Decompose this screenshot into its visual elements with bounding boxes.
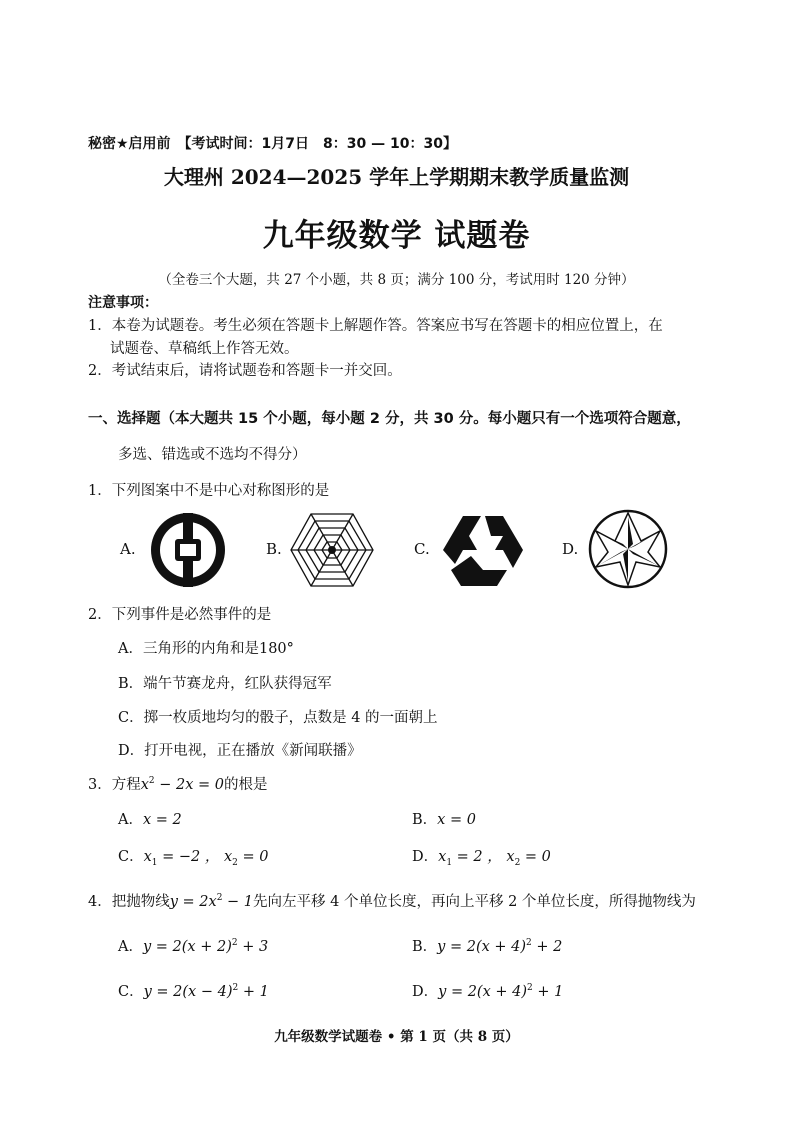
q3-option-c	[118, 845, 269, 868]
q4-stem	[88, 890, 696, 911]
q3-option-a-label: A．	[118, 812, 143, 828]
recycle-figure	[441, 512, 525, 588]
exam-title: 大理州 2024—2025 学年上学期期末教学质量监测	[163, 165, 630, 189]
q3-option-c-value: $x_1 = -2$ ， $x_2 = 0$	[143, 849, 269, 868]
q2-option-d: D．打开电视，正在播放《新闻联播》	[118, 743, 362, 759]
q4-option-a	[118, 935, 268, 956]
q4-option-a-label: A．	[118, 939, 143, 955]
section1-heading: 一、选择题（本大题共 15 个小题，每小题 2 分，共 30 分。每小题只有一个选项符合题意，	[88, 411, 691, 427]
q4-option-b-label: B．	[412, 939, 438, 955]
q1-stem: 1．下列图案中不是中心对称图形的是	[88, 483, 330, 499]
note-2: 2．考试结束后，请将试题卷和答题卡一并交回。	[88, 363, 402, 379]
star-circle-figure	[587, 508, 669, 590]
q3-option-d	[412, 845, 551, 868]
q3-option-d-label: D．	[412, 849, 439, 865]
q3-option-b-label: B．	[412, 812, 438, 828]
note-1a: 1．本卷为试题卷。考生必须在答题卡上解题作答。答案应书写在答题卡的相应位置上，在	[88, 318, 663, 334]
q4-option-c-value: $y = 2(x - 4)^2 + 1$	[143, 983, 269, 1000]
q1-option-b-label: B.	[266, 540, 282, 558]
exam-info: （全卷三个大题，共 27 个小题，共 8 页；满分 100 分，考试用时 120 分钟）	[158, 272, 635, 288]
note-1b: 试题卷、草稿纸上作答无效。	[110, 341, 299, 357]
q3-stem	[88, 773, 268, 794]
q3-stem-pre: 3．方程	[88, 777, 141, 793]
hexagon-web-figure	[290, 512, 374, 588]
q4-equation: $y = 2x^2 - 1$	[169, 893, 254, 910]
q1-option-a-label: A.	[120, 540, 136, 558]
q2-option-b: B．端午节赛龙舟，红队获得冠军	[118, 676, 332, 692]
q3-option-c-label: C．	[118, 849, 144, 865]
q4-stem-post: 先向左平移 4 个单位长度，再向上平移 2 个单位长度，所得抛物线为	[253, 894, 696, 910]
notes-heading: 注意事项：	[88, 295, 158, 311]
q3-equation: $x^2 - 2x = 0$	[140, 776, 225, 793]
q4-stem-pre: 4．把抛物线	[88, 894, 170, 910]
q3-stem-post: 的根是	[224, 777, 268, 793]
q2-option-a: A．三角形的内角和是180°	[118, 641, 294, 657]
q4-option-b-value: $y = 2(x + 4)^2 + 2$	[437, 938, 563, 955]
confidential-line: 秘密★启用前 【考试时间：1月7日 8：30 — 10：30】	[88, 136, 457, 152]
q3-option-d-value: $x_1 = 2$ ， $x_2 = 0$	[438, 849, 551, 868]
coin-figure	[148, 510, 228, 590]
q1-option-d-label: D.	[562, 540, 579, 558]
q4-option-d	[412, 980, 563, 1001]
q2-stem: 2．下列事件是必然事件的是	[88, 607, 272, 623]
q2-option-c: C．掷一枚质地均匀的骰子，点数是 4 的一面朝上	[118, 710, 438, 726]
q4-option-d-value: $y = 2(x + 4)^2 + 1$	[438, 983, 564, 1000]
page-footer: 九年级数学试题卷 • 第 1 页（共 8 页）	[274, 1029, 519, 1045]
q1-option-c-label: C.	[414, 540, 430, 558]
q3-option-a	[118, 808, 182, 829]
q3-option-b	[412, 808, 476, 829]
q4-option-a-value: $y = 2(x + 2)^2 + 3$	[142, 938, 269, 955]
q4-option-d-label: D．	[412, 984, 439, 1000]
section1-heading-cont: 多选、错选或不选均不得分）	[118, 447, 307, 463]
q4-option-c	[118, 980, 269, 1001]
q4-option-c-label: C．	[118, 984, 144, 1000]
exam-subtitle: 九年级数学 试题卷	[262, 218, 531, 254]
q3-option-a-value: x = 2	[142, 812, 182, 828]
q3-option-b-value: x = 0	[437, 812, 476, 828]
q4-option-b	[412, 935, 562, 956]
